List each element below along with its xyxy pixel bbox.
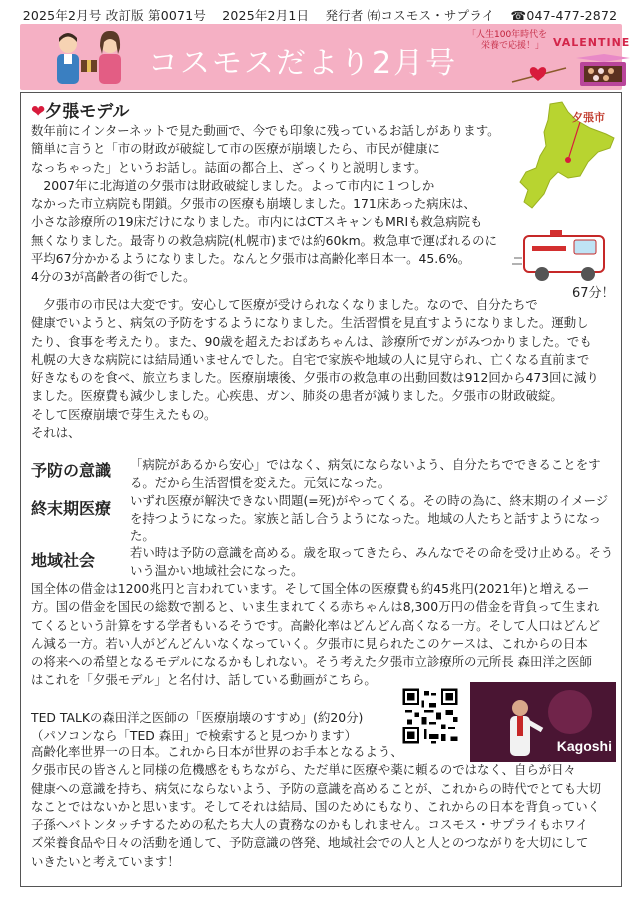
publisher: 発行者 ㈲コスモス・サプライ (325, 8, 495, 23)
title-banner (20, 24, 631, 90)
term-label-community: 地域社会 (31, 551, 96, 570)
heart-icon: ❤ (31, 102, 46, 122)
qr-code[interactable] (400, 686, 460, 746)
map-label-yubari: 夕張市 (572, 111, 605, 124)
paragraph-intro: 数年前にインターネットで見た動画で、今でも印象に残っているお話しがあります。 簡単に言うと「市の財政が破綻して市の医療が崩壊したら、市民が健康に なっちゃった」というお話し。誌面の都合上、ざっくりと説明します。 2007年に北海道の夕張市は財政破綻しました。よって市内に１つしか なかった市立病院も閉鎖。夕張市の医療も崩壊しました。171床あった病床は、 小さな診療所の19床だけになりました。市内にはCTスキャンもMRIも救急病院も 無くなりました。最寄りの救急病院(札幌市)までは約60km。救急車で運ばれるのに 平均67分かかるようになりました。なんと夕張市は高齢化率日本一。45.6%。 4分の3が高齢者の街でした。 (31, 123, 500, 285)
phone-number: ☎047-477-2872 (510, 8, 618, 23)
term-text-community: 若い時は予防の意識を高める。歳を取ってきたら、みんなでその命を受け止める。そういう温かい地域社会になった。 (130, 545, 614, 578)
couple-illustration (42, 28, 138, 88)
ambulance-time-label: 67分！ (572, 286, 615, 301)
issue-date: 2025年2月1日 (222, 8, 310, 23)
chocolate-box-icon (574, 52, 632, 88)
banner-slogan: 「人生100年時代を 栄養で応援！」 (467, 30, 548, 51)
ted-talk-reference: TED TALKの森田洋之医師の「医療崩壊のすすめ」(約20分) （パソコンなら「TED 森田」で検索すると見つかります） (31, 710, 364, 744)
video-caption: Kagoshi (556, 738, 612, 754)
article-title: ❤夕張モデル (31, 102, 130, 122)
issue-number: 2025年2月号 改訂版 第0071号 (22, 8, 207, 23)
paragraph-conclusion: 高齢化率世界一の日本。これから日本が世界のお手本となるよう、 夕張市民の皆さんと同様の危機感をもちながら、ただ単に医療や薬に頼るのではなく、自らが日々 健康への意識を持ち、病気にならないよう、予防の意識を高めることが、これからの時代でとても大切 なことではないかと思います。そしてそれは結局、国のためにもなり、これからの日本を背負っていく 子孫へバトンタッチするための私たち大人の責務なのかもしれません。コスモス・サプライもホワイ ズ栄養食品や日々の活動を通して、予防意識の啓発、地域社会での人と人とのつながりを大切にして いきたいと考えています！ (31, 744, 601, 869)
term-label-end-of-life: 終末期医療 (31, 499, 112, 518)
newsletter-title: コスモスだより2月号 (148, 46, 458, 81)
ambulance-icon (510, 218, 618, 286)
term-text-prevention: 「病院があるから安心」ではなく、病気にならないよう、自分たちでできることをする。だから生活習慣を変えた。元気になった。 (130, 457, 601, 490)
term-text-end-of-life: いずれ医療が解決できない問題(=死)がやってくる。その時の為に、終末期のイメージを持つようになった。家族と話し合うようになった。地域の人たちと話すようになった。 (130, 493, 609, 543)
paragraph-national-debt: 国全体の借金は1200兆円と言われています。そして国全体の医療費も約45兆円(2021年)と増えるー 方。国の借金を国民の総数で割ると、いま生まれてくる赤ちゃんは8,300万円の借金を背負って生まれ てくるという計算をする学者もいるそうです。高齢化率はどんどん高くなる一方。そして人口はどんど ん減る一方。若い人がどんどんいなくなっていく。夕張市に見られたこのケースは、これからの日本 の将来への希望となるモデルになるかもしれない。そう考えた夕張市立診療所の元所長 森田洋之医師 はこれを「夕張モデル」と名付け、話している動画がこちら。 (31, 581, 600, 688)
masthead-info (0, 6, 640, 24)
valentine-label: VALENTINE (553, 36, 631, 49)
heart-arrow-icon (510, 62, 570, 86)
term-label-prevention: 予防の意識 (31, 461, 112, 480)
paragraph-after-collapse: 夕張市の市民は大変です。安心して医療が受けられなくなりました。なので、自分たちで 健康でいようと、病気の予防をするようになりました。生活習慣を見直すようになりました。運動し たり、食事を考えたり。また、90歳を超えたおばあちゃんは、診療所でガンがみつかりました。でも 札幌の大きな病院には結局通いませんでした。自宅で家族や地域の人に見守られ、亡くなる直前まで 好きなものを食べ、旅立ちました。医療崩壊後、夕張市の救急車の出動回数は912回から473回に減り ました。医療費も減少しました。心疾患、ガン、肺炎の患者が減りました。夕張市の財政破綻。 そして医療崩壊で芽生えたもの。 それは、 (31, 297, 599, 441)
